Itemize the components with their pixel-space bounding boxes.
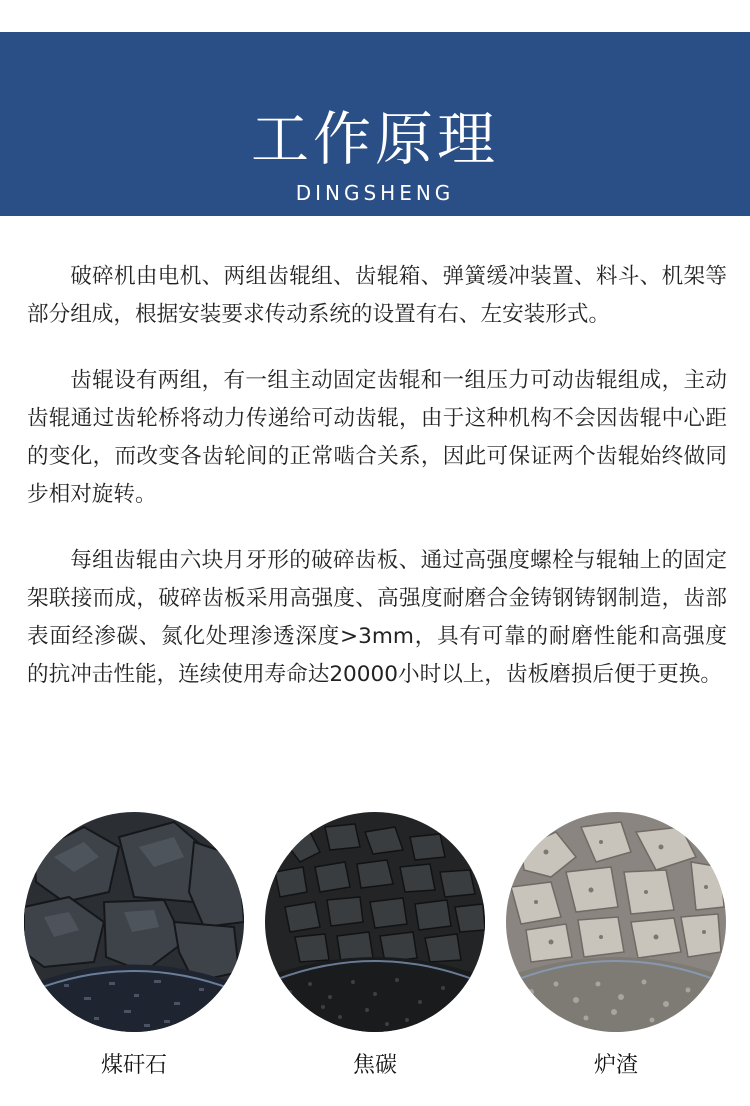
material-gallery xyxy=(0,812,750,1102)
description-body xyxy=(27,258,727,722)
page-title: 工作原理 xyxy=(250,105,499,173)
material-item-coal-gangue xyxy=(22,812,246,1080)
material-item-slag xyxy=(504,812,728,1080)
coal-gangue-image xyxy=(24,812,244,1032)
coke-image xyxy=(265,812,485,1032)
paragraph-gear-rollers: 齿辊设有两组，有一组主动固定齿辊和一组压力可动齿辊组成，主动齿辊通过齿轮桥将动力传递给可动齿辊，由于这种机构不会因齿辊中心距的变化，而改变各齿轮间的正常啮合关系，因此可保证两个齿辊始终做同步相对旋转。 xyxy=(27,368,727,507)
banner-notch xyxy=(355,229,395,248)
header-banner xyxy=(0,32,750,216)
page-subtitle: DINGSHENG xyxy=(295,181,455,205)
paragraph-composition: 破碎机由电机、两组齿辊组、齿辊箱、弹簧缓冲装置、料斗、机架等部分组成，根据安装要求传动系统的设置有右、左安装形式。 xyxy=(27,264,727,327)
slag-label: 炉渣 xyxy=(593,1053,638,1078)
coke-label: 焦碳 xyxy=(352,1053,397,1078)
material-item-coke xyxy=(263,812,487,1080)
slag-image xyxy=(506,812,726,1032)
paragraph-tooth-plates: 每组齿辊由六块月牙形的破碎齿板、通过高强度螺栓与辊轴上的固定架联接而成，破碎齿板采用高强度、高强度耐磨合金铸钢铸钢制造，齿部表面经渗碳、氮化处理渗透深度>3mm，具有可靠的耐磨性能和高强度的抗冲击性能，连续使用寿命达20000小时以上，齿板磨损后便于更换。 xyxy=(27,548,727,687)
coal-gangue-label: 煤矸石 xyxy=(100,1053,167,1078)
